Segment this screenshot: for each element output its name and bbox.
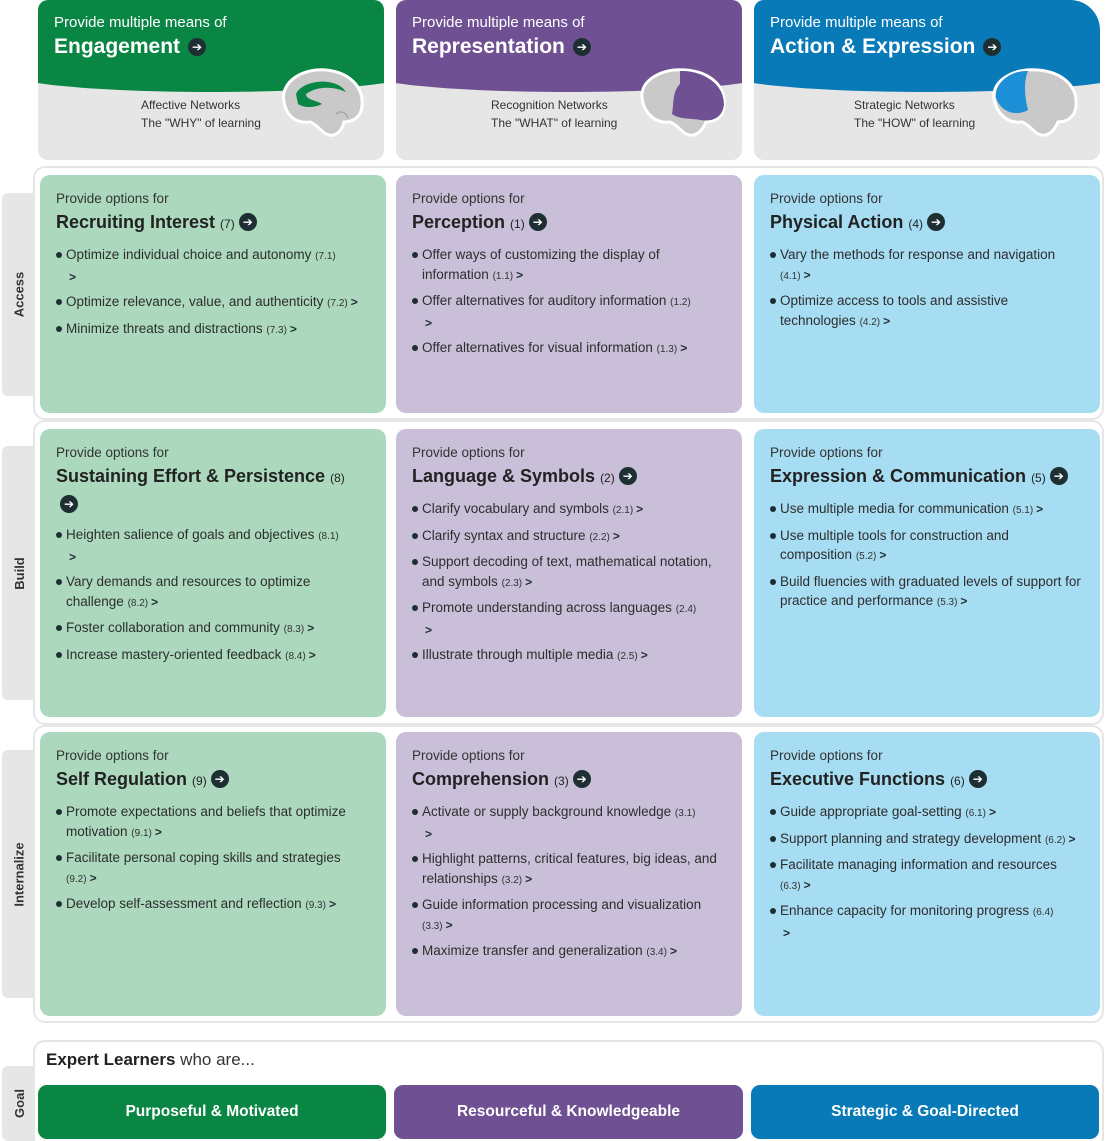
guideline-title: Self Regulation — [56, 769, 188, 789]
checkpoint-text: Guide information processing and visualization — [422, 897, 702, 912]
guideline-pre: Provide options for — [770, 445, 883, 460]
checkpoint-code: (5.1) — [1012, 505, 1034, 516]
brain-recognition-icon — [636, 64, 728, 140]
checkpoint-code: (7.1) — [315, 251, 336, 262]
checkpoint-code: (3.4) — [646, 947, 667, 958]
principle-pre: Provide multiple means of — [54, 14, 227, 31]
chevron-right-icon[interactable]: > — [350, 295, 358, 309]
checkpoint-code: (3.1) — [674, 808, 696, 819]
guideline-number: (8) — [330, 471, 345, 485]
checkpoint-item[interactable] — [770, 855, 1084, 896]
chevron-right-icon[interactable]: > — [803, 877, 811, 892]
checkpoint-item[interactable] — [56, 848, 370, 889]
checkpoint-item[interactable] — [56, 525, 370, 567]
checkpoint-code: (3.3) — [422, 920, 443, 932]
guideline-title-link[interactable] — [412, 209, 726, 237]
guideline-card-sustaining-effort — [40, 429, 386, 717]
checkpoint-list — [770, 499, 1084, 613]
chevron-right-icon[interactable]: > — [289, 321, 297, 336]
chevron-right-icon[interactable]: > — [425, 826, 433, 841]
checkpoint-item[interactable] — [412, 291, 726, 333]
arrow-right-circle-icon[interactable]: ➔ — [211, 770, 229, 788]
checkpoint-text: Offer alternatives for visual information — [422, 340, 653, 355]
arrow-right-circle-icon[interactable]: ➔ — [529, 213, 547, 231]
principle-engagement — [38, 0, 384, 160]
arrow-right-circle-icon[interactable]: ➔ — [60, 495, 78, 513]
checkpoint-text: Facilitate managing information and resources — [780, 857, 1057, 872]
principle-title-link[interactable] — [770, 32, 1084, 62]
checkpoint-text: Clarify vocabulary and symbols — [422, 501, 609, 516]
checkpoint-list — [56, 802, 370, 916]
checkpoint-text: Illustrate through multiple media — [422, 647, 614, 662]
guideline-title: Sustaining Effort & Persistence — [56, 466, 326, 486]
checkpoint-code: (2.4) — [675, 604, 697, 615]
guideline-number: (6) — [950, 774, 965, 788]
checkpoint-item[interactable] — [770, 901, 1084, 943]
network-name: Recognition Networks — [491, 98, 608, 112]
checkpoint-text: Offer alternatives for auditory information — [422, 293, 667, 308]
guideline-title-link[interactable] — [56, 766, 370, 794]
checkpoint-item[interactable] — [412, 338, 726, 360]
checkpoint-code: (3.2) — [501, 874, 523, 886]
guideline-card-comprehension — [396, 732, 742, 1016]
checkpoint-item[interactable] — [770, 802, 1084, 824]
checkpoint-item[interactable] — [56, 572, 370, 613]
row-label-internalize — [2, 750, 36, 998]
checkpoint-item[interactable] — [770, 829, 1084, 851]
arrow-right-circle-icon[interactable]: ➔ — [573, 38, 591, 56]
row-label-text: Goal — [11, 1089, 27, 1118]
row-label-text: Internalize — [11, 841, 27, 907]
guideline-card-self-regulation — [40, 732, 386, 1016]
chevron-right-icon[interactable]: > — [783, 925, 791, 940]
checkpoint-text: Vary demands and resources to optimize challenge — [66, 574, 311, 609]
guideline-title: Language & Symbols — [412, 466, 596, 486]
guideline-card-recruiting-interest — [40, 175, 386, 413]
checkpoint-text: Optimize relevance, value, and authenticity — [66, 294, 324, 309]
chevron-right-icon[interactable]: > — [612, 528, 620, 543]
guideline-title: Physical Action — [770, 212, 904, 232]
guideline-pre: Provide options for — [412, 748, 525, 763]
checkpoint-text: Maximize transfer and generalization — [422, 943, 643, 958]
chevron-right-icon[interactable]: > — [154, 824, 162, 839]
checkpoint-code: (1.3) — [656, 344, 678, 355]
checkpoint-code: (6.1) — [965, 808, 986, 819]
guideline-title-link[interactable] — [770, 766, 1084, 794]
arrow-right-circle-icon[interactable]: ➔ — [1050, 467, 1068, 485]
network-info — [141, 96, 261, 132]
chevron-right-icon[interactable]: > — [445, 917, 453, 932]
arrow-right-circle-icon[interactable]: ➔ — [927, 213, 945, 231]
checkpoint-text: Offer ways of customizing the display of information — [422, 247, 660, 282]
network-why: The "HOW" of learning — [854, 116, 976, 130]
checkpoint-code: (1.1) — [492, 270, 514, 282]
goal-resourceful-knowledgeable-button[interactable]: Resourceful & Knowledgeable — [394, 1085, 743, 1139]
checkpoint-code: (8.2) — [127, 597, 149, 609]
checkpoint-code: (5.3) — [936, 597, 958, 608]
guideline-card-perception — [396, 175, 742, 413]
guideline-title-link[interactable] — [56, 463, 370, 517]
checkpoint-item[interactable] — [56, 319, 370, 341]
row-label-text: Build — [11, 556, 27, 590]
guideline-title-link[interactable] — [770, 209, 1084, 237]
checkpoint-code: (8.1) — [318, 531, 339, 542]
guideline-number: (2) — [600, 471, 615, 485]
chevron-right-icon[interactable]: > — [525, 574, 533, 589]
checkpoint-text: Use multiple tools for construction and composition — [780, 527, 1009, 562]
guideline-number: (5) — [1031, 471, 1046, 485]
checkpoint-code: (7.3) — [266, 324, 287, 336]
guideline-title: Comprehension — [412, 769, 550, 789]
network-info — [854, 96, 975, 132]
checkpoint-code: (9.1) — [131, 827, 152, 839]
checkpoint-list — [412, 802, 726, 963]
guideline-title-link[interactable] — [770, 463, 1084, 491]
checkpoint-item[interactable] — [56, 645, 370, 667]
arrow-right-circle-icon[interactable]: ➔ — [983, 38, 1001, 56]
checkpoint-text: Foster collaboration and community — [66, 620, 280, 635]
arrow-right-circle-icon[interactable]: ➔ — [188, 38, 206, 56]
chevron-right-icon[interactable]: > — [425, 315, 433, 330]
checkpoint-code: (9.2) — [66, 873, 87, 885]
arrow-right-circle-icon[interactable]: ➔ — [969, 770, 987, 788]
chevron-right-icon[interactable]: > — [879, 548, 887, 562]
principle-representation — [396, 0, 742, 160]
guideline-pre: Provide options for — [770, 191, 883, 206]
chevron-right-icon[interactable]: > — [425, 622, 433, 637]
guideline-number: (4) — [908, 217, 924, 231]
checkpoint-item[interactable] — [56, 894, 370, 916]
chevron-right-icon[interactable]: > — [988, 805, 996, 819]
guideline-card-executive-functions — [754, 732, 1100, 1016]
chevron-right-icon[interactable]: > — [1068, 831, 1076, 846]
goal-purposeful-motivated-button[interactable]: Purposeful & Motivated — [38, 1085, 386, 1139]
checkpoint-text: Support decoding of text, mathematical notation, and symbols — [422, 554, 712, 589]
arrow-right-circle-icon[interactable]: ➔ — [239, 213, 257, 231]
principle-title: Action & Expression — [770, 35, 976, 58]
checkpoint-list — [412, 499, 726, 667]
row-label-goal — [2, 1066, 36, 1141]
principle-action-expression — [754, 0, 1100, 160]
guideline-pre: Provide options for — [56, 748, 169, 763]
checkpoint-text: Guide appropriate goal-setting — [780, 804, 962, 819]
checkpoint-item[interactable] — [412, 552, 726, 593]
guideline-card-language-symbols — [396, 429, 742, 717]
chevron-right-icon[interactable]: > — [307, 621, 315, 635]
row-label-build — [2, 446, 36, 700]
arrow-right-circle-icon[interactable]: ➔ — [573, 770, 591, 788]
chevron-right-icon[interactable]: > — [640, 648, 648, 662]
guideline-pre: Provide options for — [412, 191, 525, 206]
principle-title-link[interactable] — [54, 32, 368, 62]
checkpoint-text: Optimize access to tools and assistive technologies — [780, 293, 1009, 328]
checkpoint-code: (2.5) — [617, 651, 638, 662]
checkpoint-code: (5.2) — [855, 551, 877, 562]
chevron-right-icon[interactable]: > — [680, 341, 688, 355]
guideline-title-link[interactable] — [56, 209, 370, 237]
guideline-number: (9) — [192, 774, 207, 788]
network-why: The "WHAT" of learning — [491, 116, 618, 130]
checkpoint-text: Use multiple media for communication — [780, 501, 1009, 516]
checkpoint-text: Enhance capacity for monitoring progress — [780, 903, 1030, 918]
checkpoint-code: (2.2) — [589, 531, 610, 543]
guideline-pre: Provide options for — [56, 445, 169, 460]
network-why: The "WHY" of learning — [141, 116, 261, 130]
chevron-right-icon[interactable]: > — [636, 502, 644, 516]
checkpoint-text: Increase mastery-oriented feedback — [66, 646, 282, 662]
checkpoint-code: (8.4) — [285, 650, 306, 662]
checkpoint-code: (4.2) — [859, 316, 881, 328]
checkpoint-item[interactable] — [770, 526, 1084, 567]
network-info — [491, 96, 617, 132]
guideline-title-link[interactable] — [412, 766, 726, 794]
chevron-right-icon[interactable]: > — [1036, 502, 1044, 516]
row-label-access — [2, 193, 36, 396]
checkpoint-code: (2.1) — [612, 505, 634, 516]
goal-heading — [46, 1050, 255, 1070]
guideline-number: (3) — [554, 774, 569, 788]
checkpoint-code: (4.1) — [780, 270, 801, 282]
guideline-card-expression-communication — [754, 429, 1100, 717]
chevron-right-icon[interactable]: > — [516, 267, 524, 282]
guideline-title: Perception — [412, 212, 506, 232]
checkpoint-list — [770, 802, 1084, 943]
checkpoint-text: Build fluencies with graduated levels of support for practice and performance — [780, 573, 1081, 608]
checkpoint-item[interactable] — [412, 245, 726, 286]
chevron-right-icon[interactable]: > — [525, 871, 533, 886]
checkpoint-text: Promote understanding across languages — [422, 600, 672, 615]
network-name: Affective Networks — [141, 98, 241, 112]
checkpoint-code: (2.3) — [501, 577, 523, 589]
chevron-right-icon[interactable]: > — [69, 549, 77, 564]
chevron-right-icon[interactable]: > — [803, 267, 811, 282]
guideline-number: (1) — [510, 217, 525, 231]
checkpoint-list — [770, 245, 1084, 332]
guideline-title: Executive Functions — [770, 769, 946, 789]
checkpoint-list — [412, 245, 726, 360]
guideline-pre: Provide options for — [56, 191, 169, 206]
checkpoint-text: Activate or supply background knowledge — [422, 804, 672, 819]
checkpoint-item[interactable] — [412, 499, 726, 521]
brain-strategic-icon — [988, 64, 1080, 140]
checkpoint-item[interactable] — [770, 572, 1084, 613]
chevron-right-icon[interactable]: > — [883, 313, 891, 328]
chevron-right-icon[interactable]: > — [960, 594, 968, 608]
checkpoint-text: Highlight patterns, critical features, big ideas, and relationships — [422, 851, 717, 886]
guideline-pre: Provide options for — [770, 748, 883, 763]
chevron-right-icon[interactable]: > — [669, 944, 677, 958]
goal-strategic-goal-directed-button[interactable]: Strategic & Goal-Directed — [751, 1085, 1099, 1139]
checkpoint-item[interactable] — [412, 598, 726, 640]
checkpoint-text: Promote expectations and beliefs that optimize motivation — [66, 804, 346, 839]
checkpoint-code: (6.3) — [780, 880, 801, 892]
checkpoint-code: (7.2) — [327, 298, 348, 309]
checkpoint-item[interactable] — [770, 499, 1084, 521]
checkpoint-item[interactable] — [56, 292, 370, 314]
principle-title-link[interactable] — [412, 32, 726, 62]
checkpoint-item[interactable] — [412, 802, 726, 844]
principle-title: Representation — [412, 35, 565, 58]
chevron-right-icon[interactable]: > — [308, 647, 316, 662]
checkpoint-text: Facilitate personal coping skills and strategies — [66, 850, 341, 865]
guideline-title: Recruiting Interest — [56, 212, 216, 232]
guideline-number: (7) — [220, 217, 235, 231]
principle-pre: Provide multiple means of — [770, 14, 943, 31]
checkpoint-text: Clarify syntax and structure — [422, 527, 586, 543]
checkpoint-item[interactable] — [56, 245, 370, 287]
checkpoint-item[interactable] — [412, 941, 726, 963]
principle-pre: Provide multiple means of — [412, 14, 585, 31]
row-label-text: Access — [11, 271, 27, 318]
checkpoint-list — [56, 245, 370, 340]
checkpoint-text: Optimize individual choice and autonomy — [66, 247, 312, 262]
guideline-title-link[interactable] — [412, 463, 726, 491]
chevron-right-icon[interactable]: > — [69, 269, 77, 284]
checkpoint-code: (9.3) — [305, 900, 326, 911]
chevron-right-icon[interactable]: > — [151, 594, 159, 609]
checkpoint-code: (6.2) — [1044, 834, 1066, 846]
checkpoint-code: (1.2) — [670, 297, 691, 308]
goal-heading-bold: Expert Learners — [46, 1050, 176, 1069]
checkpoint-text: Minimize threats and distractions — [66, 320, 263, 336]
guideline-title: Expression & Communication — [770, 466, 1027, 486]
chevron-right-icon[interactable]: > — [89, 870, 97, 885]
checkpoint-text: Develop self-assessment and reflection — [66, 896, 302, 911]
checkpoint-code: (6.4) — [1032, 907, 1054, 918]
guideline-card-physical-action — [754, 175, 1100, 413]
checkpoint-item[interactable] — [412, 849, 726, 890]
brain-affective-icon — [276, 64, 368, 140]
checkpoint-item[interactable] — [56, 802, 370, 843]
checkpoint-list — [56, 525, 370, 666]
checkpoint-text: Heighten salience of goals and objectives — [66, 527, 315, 542]
checkpoint-item[interactable] — [412, 526, 726, 548]
checkpoint-text: Vary the methods for response and navigation — [780, 247, 1056, 262]
checkpoint-item[interactable] — [412, 895, 726, 936]
guideline-pre: Provide options for — [412, 445, 525, 460]
checkpoint-item[interactable] — [770, 245, 1084, 286]
goal-heading-rest: who are... — [175, 1050, 255, 1069]
checkpoint-item[interactable] — [770, 291, 1084, 332]
checkpoint-item[interactable] — [56, 618, 370, 640]
network-name: Strategic Networks — [854, 98, 955, 112]
principle-title: Engagement — [54, 35, 181, 58]
checkpoint-code: (8.3) — [283, 624, 305, 635]
chevron-right-icon[interactable]: > — [328, 897, 336, 911]
arrow-right-circle-icon[interactable]: ➔ — [619, 467, 637, 485]
checkpoint-text: Support planning and strategy development — [780, 830, 1042, 846]
checkpoint-item[interactable] — [412, 645, 726, 667]
